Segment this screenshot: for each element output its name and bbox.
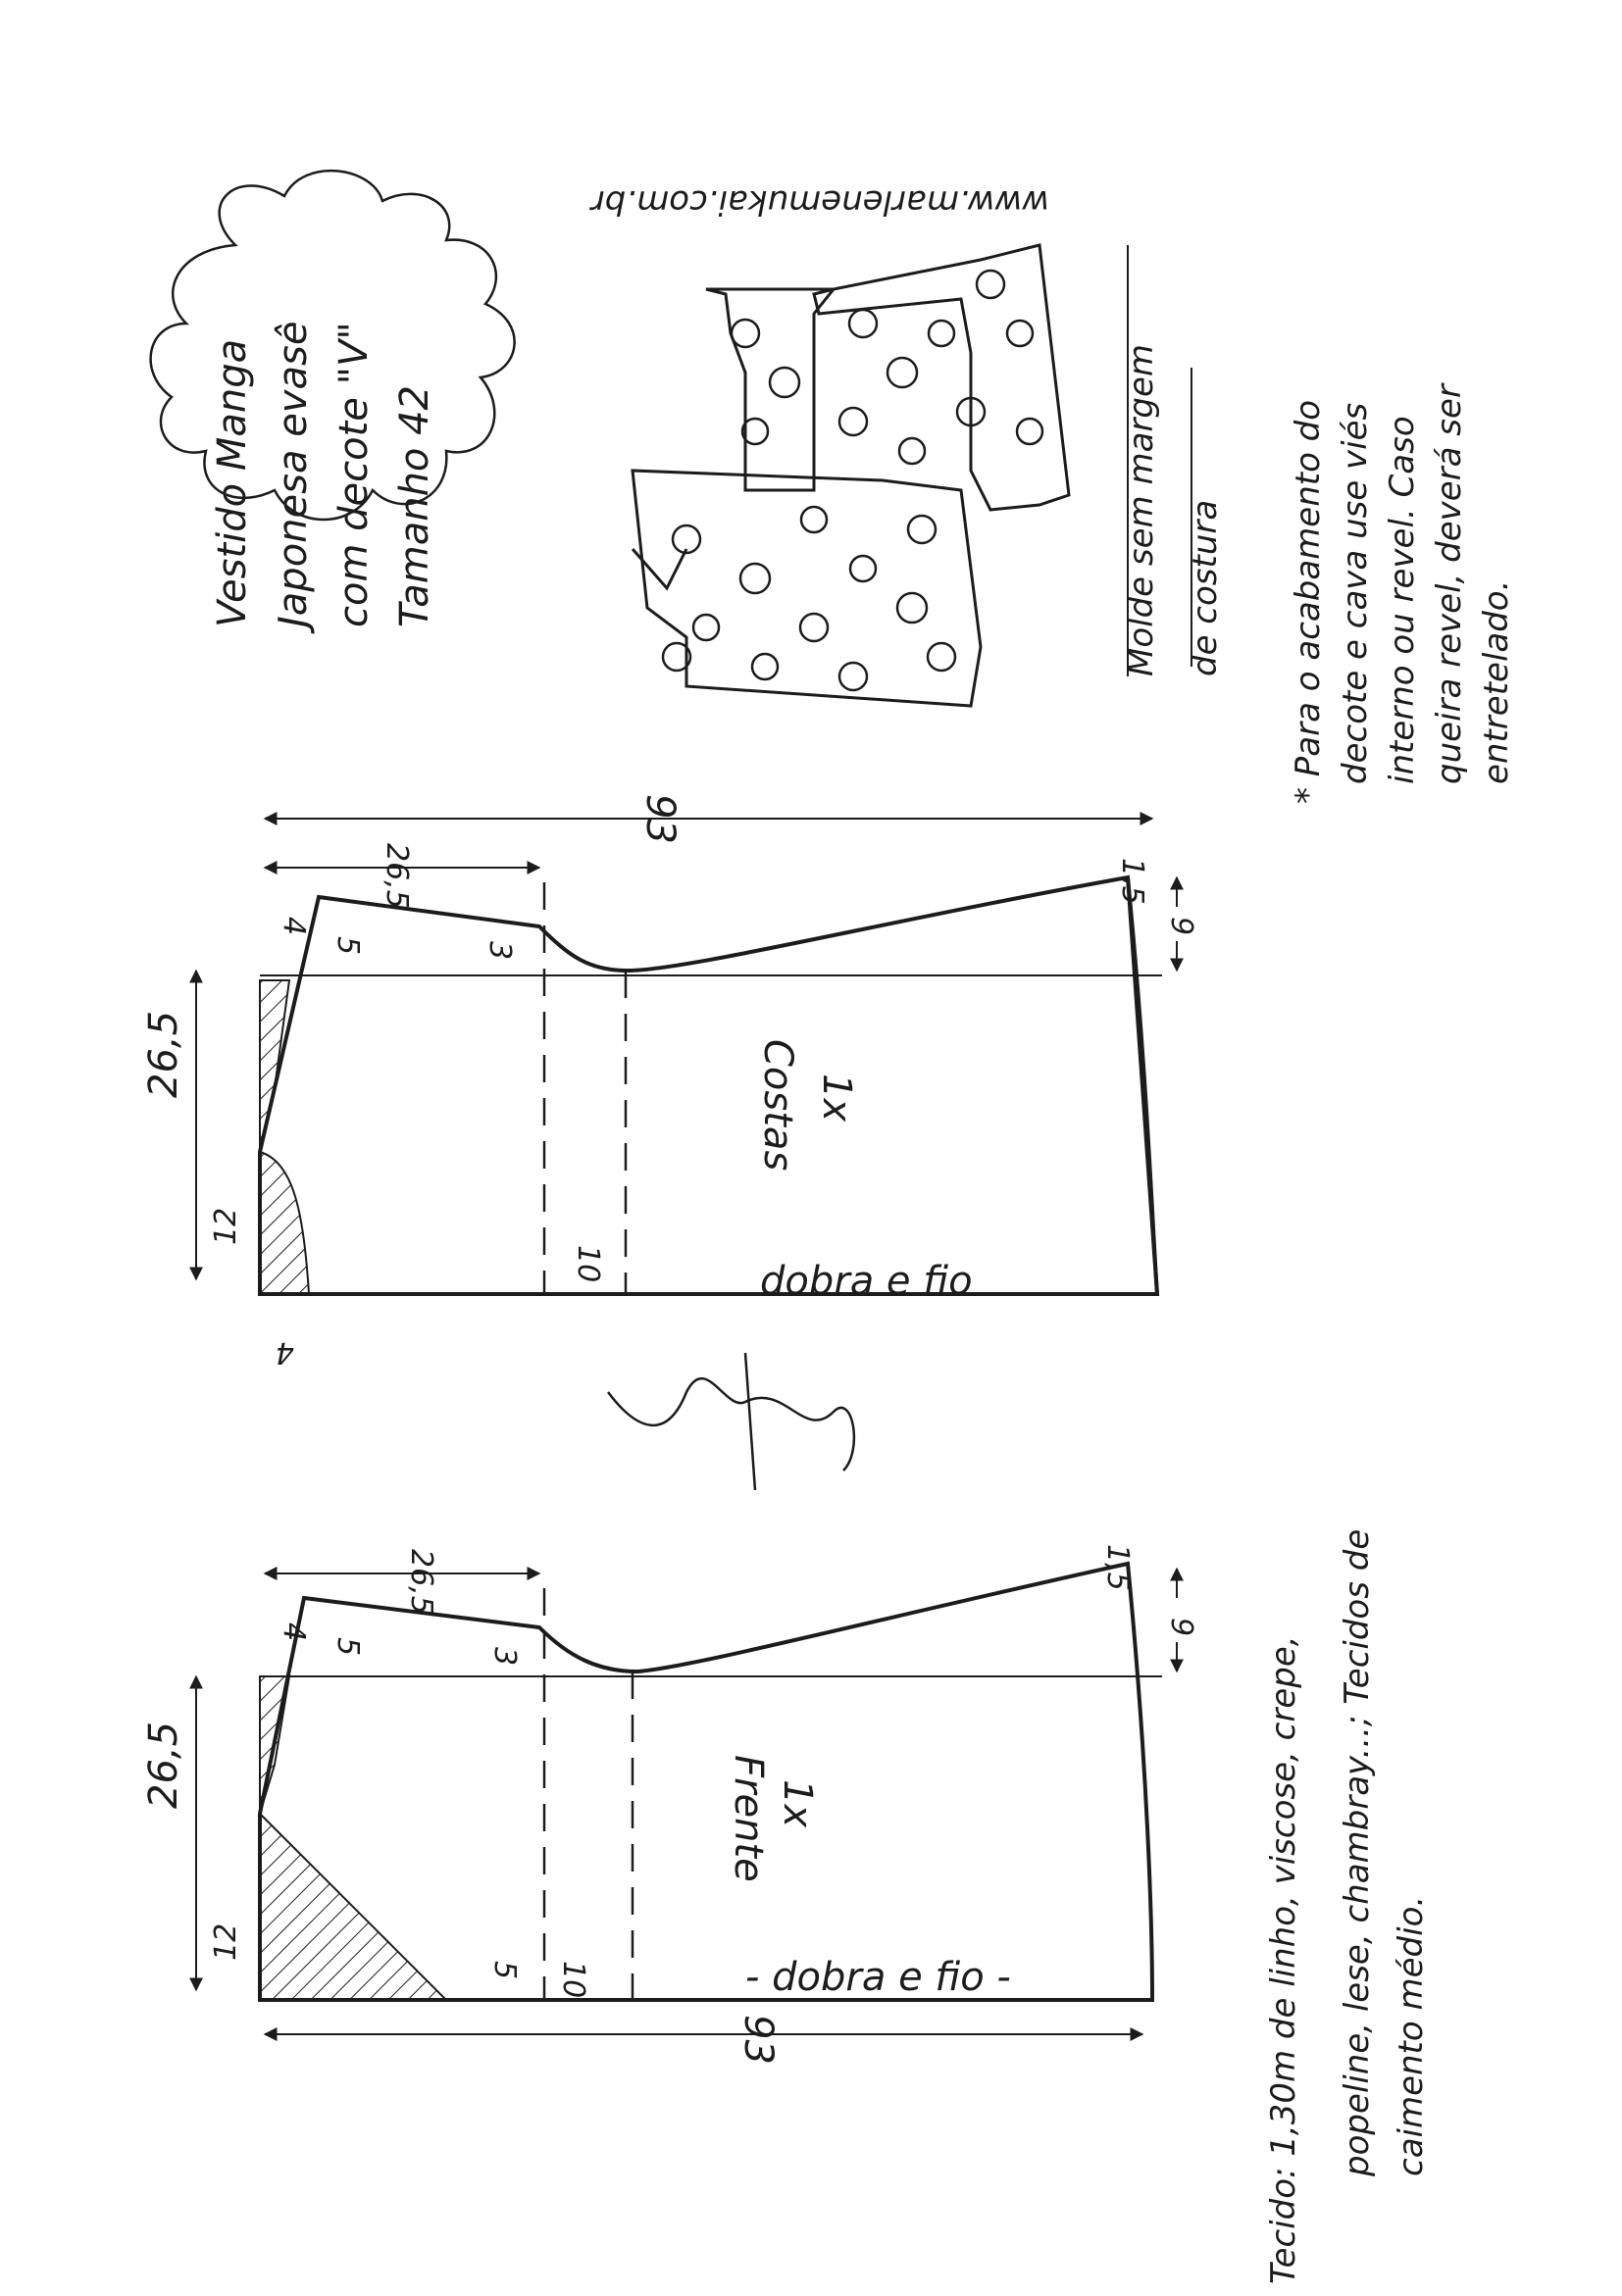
costas-neck-label: 12 bbox=[209, 1207, 243, 1245]
frente-shoulder-label: 26,5 bbox=[404, 1549, 438, 1615]
side-line-2: decote e cava use viés bbox=[1336, 402, 1375, 784]
fabric-line-1: Tecido: 1,30m de linho, viscose, crepe, bbox=[1264, 1635, 1303, 2284]
cloud-line-1: Vestido Manga bbox=[210, 338, 255, 627]
side-line-5: entretelado. bbox=[1477, 579, 1516, 784]
costas-neck-bottom-label: 4 bbox=[275, 1335, 294, 1370]
costas-neckdrop-label: 4 bbox=[277, 917, 311, 936]
costas-width-label: 26,5 bbox=[141, 1010, 186, 1098]
costas-cuff-label: 9 bbox=[1164, 917, 1198, 936]
costas-sleeve-end-label: 1,5 bbox=[1115, 858, 1149, 905]
costas-shoulder-label: 26,5 bbox=[380, 843, 414, 909]
frente-fold-label: - dobra e fio - bbox=[745, 1955, 1011, 2000]
title-cloud bbox=[151, 171, 515, 634]
costas-count-label: 1x bbox=[814, 1073, 859, 1123]
side-line-4: queira revel, deverá ser bbox=[1430, 384, 1469, 784]
signature bbox=[608, 1353, 854, 1490]
fabric-note bbox=[1264, 1529, 1431, 2284]
costas-piece bbox=[141, 794, 1198, 1370]
costas-armhole-label: 10 bbox=[571, 1245, 605, 1283]
cloud-line-2: Japonesa evasê bbox=[271, 321, 316, 627]
fabric-line-3: caimento médio. bbox=[1392, 1895, 1431, 2176]
frente-cuff-label: 9 bbox=[1164, 1618, 1198, 1637]
costas-length-label: 93 bbox=[637, 794, 683, 844]
frente-count-label: 1x bbox=[775, 1779, 820, 1828]
website-text: www.marlenemukai.com.br bbox=[590, 182, 1049, 222]
costas-shoulderend-label: 3 bbox=[482, 941, 517, 961]
costas-name-label: Costas bbox=[755, 1039, 800, 1172]
cloud-line-3: com decote "V" bbox=[331, 322, 377, 627]
side-line-3: interno ou revel. Caso bbox=[1383, 416, 1422, 784]
frente-armhole-label: 10 bbox=[556, 1961, 590, 1999]
frente-vdepth-label: 5 bbox=[487, 1961, 522, 1980]
frente-width-label: 26,5 bbox=[141, 1721, 186, 1809]
fabric-line-2: popeline, lese, chambray...; Tecidos de bbox=[1338, 1528, 1377, 2176]
costas-fold-label: dobra e fio bbox=[760, 1259, 973, 1304]
frente-neckdrop-label: 4 bbox=[277, 1622, 311, 1642]
frente-sleeve-end-label: 1,5 bbox=[1100, 1544, 1135, 1591]
frente-piece bbox=[141, 1544, 1198, 2065]
dress-sketch-front bbox=[633, 471, 981, 706]
frente-name-label: Frente bbox=[726, 1755, 771, 1882]
side-note bbox=[1289, 382, 1516, 804]
dress-sketch-back bbox=[706, 245, 1069, 510]
cloud-line-4: Tamanho 42 bbox=[392, 384, 437, 627]
molde-line-1: Molde sem margem bbox=[1122, 343, 1161, 676]
costas-slope-label: 5 bbox=[330, 936, 365, 956]
frente-length-label: 93 bbox=[735, 2015, 781, 2065]
frente-neck-label: 12 bbox=[209, 1922, 243, 1961]
frente-shoulderend-label: 3 bbox=[487, 1647, 522, 1667]
side-line-1: * Para o acabamento do bbox=[1289, 399, 1328, 804]
molde-line-2: de costura bbox=[1186, 499, 1225, 676]
molde-note bbox=[1122, 344, 1225, 676]
frente-slope-label: 5 bbox=[330, 1637, 365, 1657]
